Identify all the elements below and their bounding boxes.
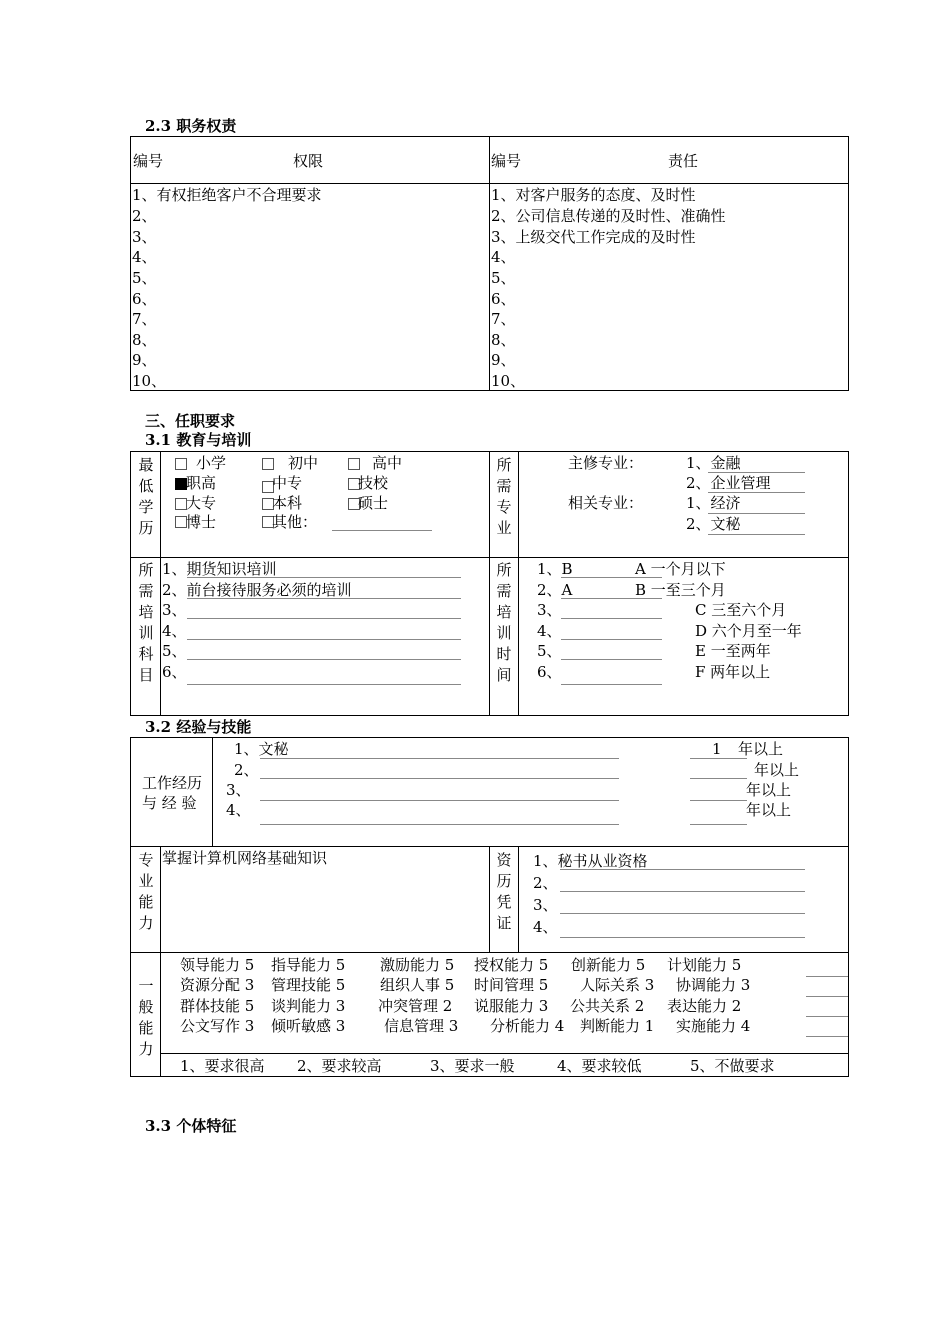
underline — [260, 824, 619, 825]
responsibility-num-header: 编号 — [491, 152, 522, 170]
underline — [561, 618, 662, 619]
years-suffix: 年以上 — [746, 801, 792, 819]
experience-item: 2、 — [234, 761, 259, 779]
underline — [690, 758, 747, 759]
underline — [690, 800, 747, 801]
authority-item: 8、 — [132, 331, 157, 349]
responsibility-item: 9、 — [491, 351, 516, 369]
authority-item: 9、 — [132, 351, 157, 369]
ability-legend: 5、不做要求 — [690, 1057, 775, 1075]
responsibility-item: 2、公司信息传递的及时性、准确性 — [491, 207, 726, 225]
table-divider — [489, 846, 490, 952]
cert-item: 3、 — [533, 896, 558, 914]
main-major: 2、企业管理 — [686, 474, 771, 492]
experience-item: 4、 — [226, 801, 251, 819]
edu-option: 初中 — [288, 454, 319, 472]
years-suffix: 年以上 — [746, 781, 792, 799]
section-title-3-3: 3.3 个体特征 — [145, 1117, 237, 1135]
training-item: 6、 — [162, 663, 187, 681]
ability: 人际关系 3 — [580, 976, 655, 994]
authority-header: 权限 — [293, 152, 324, 170]
years-suffix: 年以上 — [738, 740, 784, 758]
authority-item: 7、 — [132, 310, 157, 328]
ability: 激励能力 5 — [380, 956, 455, 974]
authority-item: 1、有权拒绝客户不合理要求 — [132, 186, 322, 204]
underline — [690, 778, 747, 779]
training-item: 2、前台接待服务必须的培训 — [162, 581, 352, 599]
underline — [561, 659, 662, 660]
underline — [187, 577, 461, 578]
cert-label: 资历凭证 — [496, 851, 512, 932]
responsibility-item: 4、 — [491, 248, 516, 266]
ability: 协调能力 3 — [676, 976, 751, 994]
ability: 表达能力 2 — [667, 997, 742, 1015]
authority-item: 2、 — [132, 207, 157, 225]
ability-legend: 4、要求较低 — [557, 1057, 642, 1075]
ability-legend: 3、要求一般 — [430, 1057, 515, 1075]
authority-num-header: 编号 — [133, 152, 164, 170]
edu-option: 高中 — [372, 454, 403, 472]
time-item: 6、 — [537, 663, 562, 681]
edu-option: 职高 — [186, 474, 217, 492]
pro-text: 掌握计算机网络基础知识 — [162, 849, 328, 867]
time-legend: A 一个月以下 — [635, 560, 726, 578]
underline — [806, 1036, 848, 1037]
underline — [260, 758, 619, 759]
time-legend: C 三至六个月 — [695, 601, 787, 619]
years-suffix: 年以上 — [754, 761, 800, 779]
ability: 授权能力 5 — [474, 956, 549, 974]
time-item: 2、A — [537, 581, 573, 599]
ability: 领导能力 5 — [180, 956, 255, 974]
authority-item: 6、 — [132, 290, 157, 308]
experience-years: 1 — [712, 740, 722, 758]
main-major: 1、金融 — [686, 454, 741, 472]
table-divider — [160, 1053, 849, 1054]
responsibility-header: 责任 — [668, 152, 699, 170]
ability: 群体技能 5 — [180, 997, 255, 1015]
edu-label: 最低学历 — [138, 456, 154, 537]
ability: 判断能力 1 — [580, 1017, 655, 1035]
edu-option: 大专 — [186, 494, 217, 512]
authority-item: 4、 — [132, 248, 157, 266]
responsibility-item: 1、对客户服务的态度、及时性 — [491, 186, 696, 204]
ability: 管理技能 5 — [271, 976, 346, 994]
underline — [708, 472, 805, 473]
edu-option: 本科 — [272, 494, 303, 512]
ability: 指导能力 5 — [271, 956, 346, 974]
ability: 实施能力 4 — [676, 1017, 751, 1035]
table-divider — [489, 451, 490, 716]
related-major-label: 相关专业： — [568, 494, 644, 512]
ability: 说服能力 3 — [474, 997, 549, 1015]
ability: 创新能力 5 — [571, 956, 646, 974]
responsibility-item: 5、 — [491, 269, 516, 287]
table-divider — [518, 451, 519, 716]
underline — [187, 598, 461, 599]
table-divider — [212, 737, 213, 846]
ability: 倾听敏感 3 — [271, 1017, 346, 1035]
underline — [561, 639, 662, 640]
underline — [260, 778, 619, 779]
responsibility-item: 6、 — [491, 290, 516, 308]
experience-item: 3、 — [226, 781, 251, 799]
time-legend: D 六个月至一年 — [695, 622, 802, 640]
time-label: 所需培训时间 — [496, 561, 512, 684]
section-title-3-1: 3.1 教育与培训 — [145, 431, 252, 449]
checkbox-primary[interactable] — [175, 458, 187, 470]
pro-label: 专业能力 — [138, 851, 154, 932]
edu-option: 中专 — [272, 474, 303, 492]
time-legend: E 一至两年 — [695, 642, 771, 660]
edu-option: 其他： — [272, 513, 318, 531]
underline — [561, 684, 662, 685]
edu-option: 硕士 — [358, 494, 389, 512]
cert-item: 2、 — [533, 874, 558, 892]
underline — [187, 659, 461, 660]
general-label: 一般能力 — [138, 977, 154, 1058]
time-item: 3、 — [537, 601, 562, 619]
table-divider — [130, 183, 849, 184]
ability: 公文写作 3 — [180, 1017, 255, 1035]
experience-label: 工作经历 — [142, 774, 203, 792]
underline — [560, 913, 805, 914]
authority-item: 3、 — [132, 228, 157, 246]
edu-option: 技校 — [358, 474, 389, 492]
authority-item: 5、 — [132, 269, 157, 287]
cert-item: 1、秘书从业资格 — [533, 852, 648, 870]
section-title-2-3: 2.3 职务权责 — [145, 117, 237, 135]
training-label: 所需培训科目 — [138, 561, 154, 684]
section-title-3-2: 3.2 经验与技能 — [145, 718, 252, 736]
checkbox-junior-high[interactable] — [262, 458, 274, 470]
major-label: 所需专业 — [496, 456, 512, 537]
ability: 公共关系 2 — [570, 997, 645, 1015]
checkbox-high-school[interactable] — [348, 458, 360, 470]
responsibility-item: 7、 — [491, 310, 516, 328]
table-divider — [160, 846, 161, 1077]
table-divider — [160, 451, 161, 716]
table-divider — [518, 846, 519, 952]
experience-item: 1、文秘 — [234, 740, 289, 758]
table-divider — [489, 136, 490, 391]
underline — [187, 618, 461, 619]
underline — [708, 492, 805, 493]
time-item: 1、B — [537, 560, 573, 578]
time-item: 4、 — [537, 622, 562, 640]
table-divider — [130, 952, 849, 953]
related-major: 2、文秘 — [686, 515, 741, 533]
ability: 资源分配 3 — [180, 976, 255, 994]
ability: 计划能力 5 — [667, 956, 742, 974]
underline — [806, 1016, 848, 1017]
ability-legend: 2、要求较高 — [297, 1057, 382, 1075]
underline — [560, 869, 805, 870]
underline — [187, 639, 461, 640]
ability: 组织人事 5 — [380, 976, 455, 994]
training-item: 3、 — [162, 601, 187, 619]
edu-option: 小学 — [196, 454, 227, 472]
ability: 冲突管理 2 — [378, 997, 453, 1015]
responsibility-item: 3、上级交代工作完成的及时性 — [491, 228, 696, 246]
training-item: 4、 — [162, 622, 187, 640]
responsibility-item: 10、 — [491, 372, 526, 390]
other-input[interactable] — [332, 530, 432, 531]
edu-option: 博士 — [186, 513, 217, 531]
underline — [708, 534, 805, 535]
ability: 分析能力 4 — [490, 1017, 565, 1035]
underline — [806, 996, 848, 997]
section-title-3: 三、任职要求 — [145, 412, 236, 430]
time-legend: B 一至三个月 — [635, 581, 726, 599]
underline — [560, 937, 805, 938]
training-item: 5、 — [162, 642, 187, 660]
underline — [690, 824, 747, 825]
training-item: 1、期货知识培训 — [162, 560, 277, 578]
responsibility-item: 8、 — [491, 331, 516, 349]
ability: 信息管理 3 — [384, 1017, 459, 1035]
underline — [560, 891, 805, 892]
cert-item: 4、 — [533, 918, 558, 936]
main-major-label: 主修专业： — [568, 454, 644, 472]
ability: 时间管理 5 — [474, 976, 549, 994]
related-major: 1、经济 — [686, 494, 741, 512]
time-legend: F 两年以上 — [695, 663, 771, 681]
ability-legend: 1、要求很高 — [180, 1057, 265, 1075]
time-item: 5、 — [537, 642, 562, 660]
table-divider — [130, 557, 849, 558]
authority-item: 10、 — [132, 372, 167, 390]
underline — [187, 684, 461, 685]
underline — [708, 513, 805, 514]
underline — [260, 800, 619, 801]
experience-label: 与 经 验 — [142, 794, 197, 812]
underline — [806, 976, 848, 977]
ability: 谈判能力 3 — [271, 997, 346, 1015]
